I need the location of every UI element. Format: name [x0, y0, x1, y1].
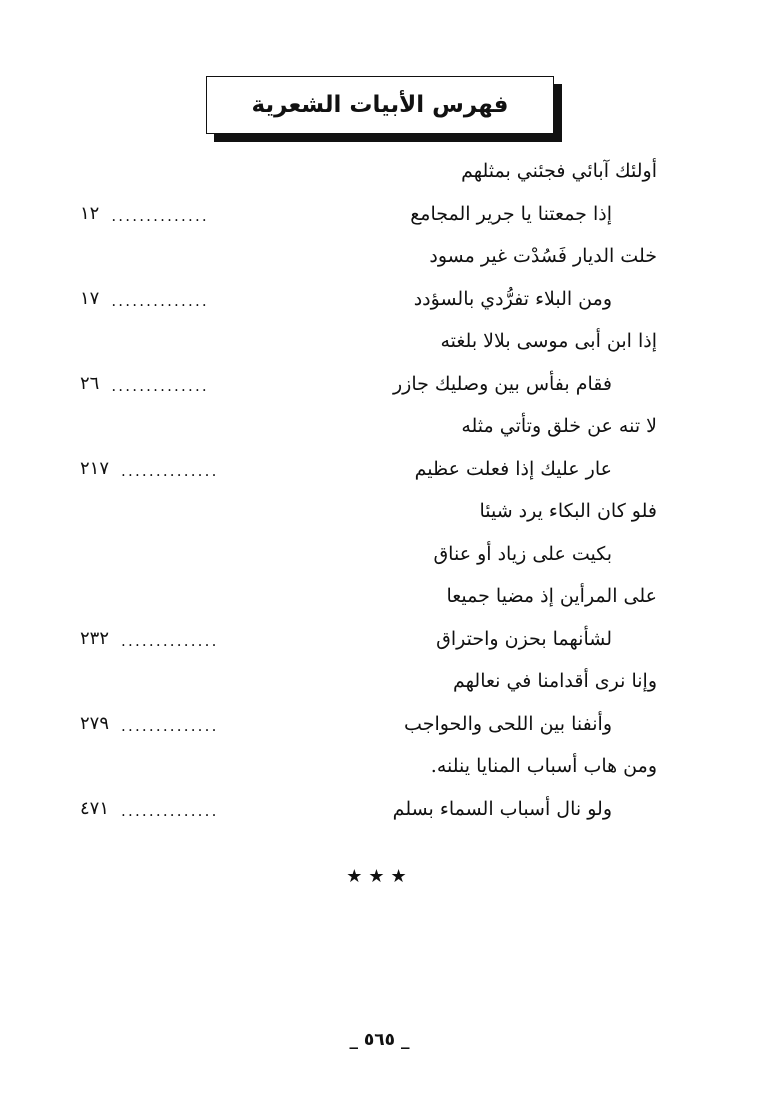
verse-second-line — [80, 278, 657, 321]
dot-leader: .............. — [121, 631, 219, 650]
verse-text: ومن البلاء تفرُّدي بالسؤدد — [413, 287, 612, 310]
page-reference — [80, 703, 219, 746]
page-reference — [80, 618, 219, 661]
page-number: ٢٦ — [80, 372, 100, 394]
verse-second-line — [80, 788, 657, 831]
section-separator: ★★★ — [346, 866, 413, 887]
verse-second-line — [80, 363, 657, 406]
dot-leader: .............. — [121, 461, 219, 480]
verse-text: لا تنه عن خلق وتأتي مثله — [461, 415, 657, 437]
verse-text: إذا جمعتنا يا جرير المجامع — [410, 202, 612, 225]
dot-leader: .............. — [111, 291, 209, 310]
page-reference — [80, 363, 209, 406]
verse-text: ولو نال أسباب السماء بسلم — [392, 797, 612, 820]
verse-text: خلت الديار فَسُدْت غير مسود — [429, 245, 657, 267]
page-title: فهرس الأبيات الشعرية — [251, 92, 509, 118]
page-number: ٢٧٩ — [80, 712, 110, 734]
verse-second-line — [80, 533, 657, 576]
verse-text: وإنا نرى أقدامنا في نعالهم — [453, 670, 657, 692]
dot-leader: .............. — [111, 376, 209, 395]
page-number: ١٧ — [80, 287, 100, 309]
page-number: ٢٣٢ — [80, 627, 110, 649]
verse-text: لشأنهما بحزن واحتراق — [436, 627, 612, 650]
page-reference — [80, 193, 209, 236]
verse-text: فلو كان البكاء يرد شيئا — [479, 500, 657, 522]
page-reference — [80, 448, 219, 491]
verse-first-line — [80, 660, 657, 703]
page-reference — [80, 788, 219, 831]
verse-first-line — [80, 490, 657, 533]
verse-first-line — [80, 150, 657, 193]
dot-leader: .............. — [121, 801, 219, 820]
page-folio: _ ٥٦٥ _ — [349, 1030, 410, 1050]
verse-text: وأنفنا بين اللحى والحواجب — [404, 712, 612, 735]
verse-text: فقام بفأس بين وصليك جازر — [392, 372, 612, 395]
verse-text: على المرأين إذ مضيا جميعا — [446, 585, 657, 607]
verse-second-line — [80, 193, 657, 236]
verse-first-line — [80, 235, 657, 278]
dot-leader: .............. — [111, 206, 209, 225]
dot-leader: .............. — [121, 716, 219, 735]
verse-text: بكيت على زياد أو عناق — [433, 542, 612, 565]
verse-first-line — [80, 320, 657, 363]
verse-index — [80, 150, 657, 830]
verse-first-line — [80, 575, 657, 618]
verse-first-line — [80, 745, 657, 788]
verse-text: عار عليك إذا فعلت عظيم — [414, 457, 612, 480]
page-number: ٤٧١ — [80, 797, 110, 819]
verse-text: إذا ابن أبى موسى بلالا بلغته — [440, 330, 657, 352]
verse-second-line — [80, 448, 657, 491]
page-number: ٢١٧ — [80, 457, 110, 479]
verse-second-line — [80, 618, 657, 661]
page-number: ١٢ — [80, 202, 100, 224]
verse-second-line — [80, 703, 657, 746]
verse-text: ومن هاب أسباب المنايا ينلنه. — [430, 755, 657, 777]
verse-first-line — [80, 405, 657, 448]
title-box — [206, 76, 554, 134]
page-reference — [80, 278, 209, 321]
verse-text: أولئك آبائي فجئني بمثلهم — [461, 160, 657, 182]
